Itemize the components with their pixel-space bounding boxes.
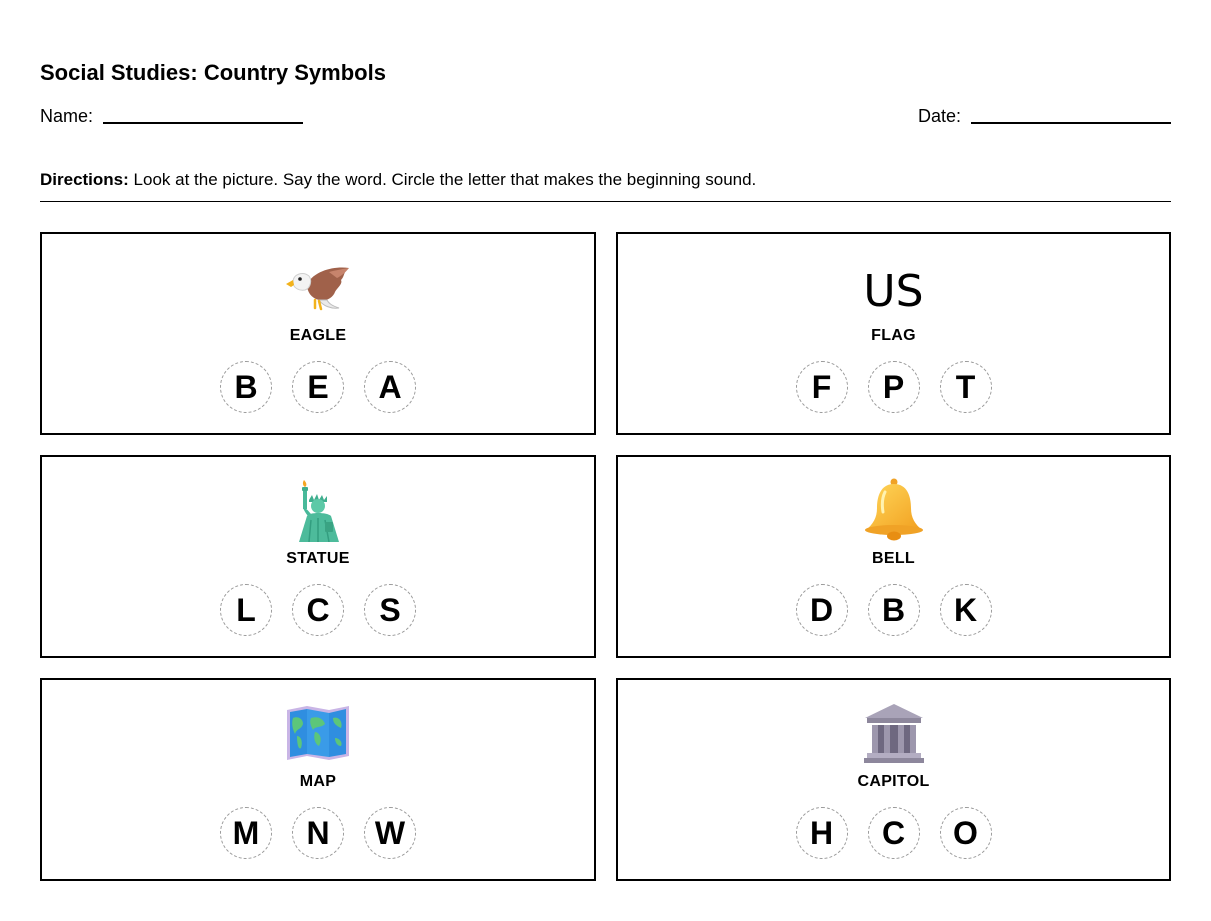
letter-choice[interactable]: P [868,361,920,413]
page-title: Social Studies: Country Symbols [40,60,386,85]
letter-choice[interactable]: C [292,584,344,636]
letter-choice[interactable]: T [940,361,992,413]
directions-label: Directions: [40,170,129,189]
letter-choice[interactable]: W [364,807,416,859]
date-label: Date: [917,106,961,126]
letter-choice[interactable]: H [796,807,848,859]
letter-choice[interactable]: K [940,584,992,636]
letter-choices [618,584,1169,636]
card-word: STATUE [286,550,350,567]
card-statue [40,455,596,658]
card-bell [616,455,1171,658]
name-line[interactable] [103,108,303,124]
eagle-icon [42,260,594,314]
card-word: FLAG [871,327,916,344]
flag-icon [618,260,1169,317]
card-flag [616,232,1171,435]
card-word: BELL [872,550,915,567]
letter-choice[interactable]: L [220,584,272,636]
capitol-building-icon [618,706,1169,760]
letter-choice[interactable]: F [796,361,848,413]
letter-choices [42,361,594,413]
letter-choice[interactable]: C [868,807,920,859]
card-capitol [616,678,1171,881]
name-label: Name: [40,106,94,126]
letter-choice[interactable]: N [292,807,344,859]
letter-choices [618,807,1169,859]
letter-choices [42,807,594,859]
card-map [40,678,596,881]
card-eagle [40,232,596,435]
card-word: CAPITOL [857,773,930,790]
date-field [918,106,1171,127]
letter-choices [618,361,1169,413]
letter-choice[interactable]: M [220,807,272,859]
card-word: EAGLE [289,327,347,344]
map-icon [42,706,594,760]
card-grid [40,232,1171,881]
letter-choice[interactable]: D [796,584,848,636]
directions-text: Look at the picture. Say the word. Circle the letter that makes the beginning sound. [133,170,757,189]
card-word: MAP [299,773,337,790]
flag-icon-text: US [863,266,924,317]
directions [40,170,1171,202]
letter-choices [42,584,594,636]
statue-of-liberty-icon [42,483,594,537]
letter-choice[interactable]: S [364,584,416,636]
bell-icon [618,483,1169,537]
letter-choice[interactable]: B [868,584,920,636]
date-line[interactable] [971,108,1171,124]
letter-choice[interactable]: O [940,807,992,859]
letter-choice[interactable]: A [364,361,416,413]
letter-choice[interactable]: B [220,361,272,413]
name-field [40,106,303,127]
letter-choice[interactable]: E [292,361,344,413]
